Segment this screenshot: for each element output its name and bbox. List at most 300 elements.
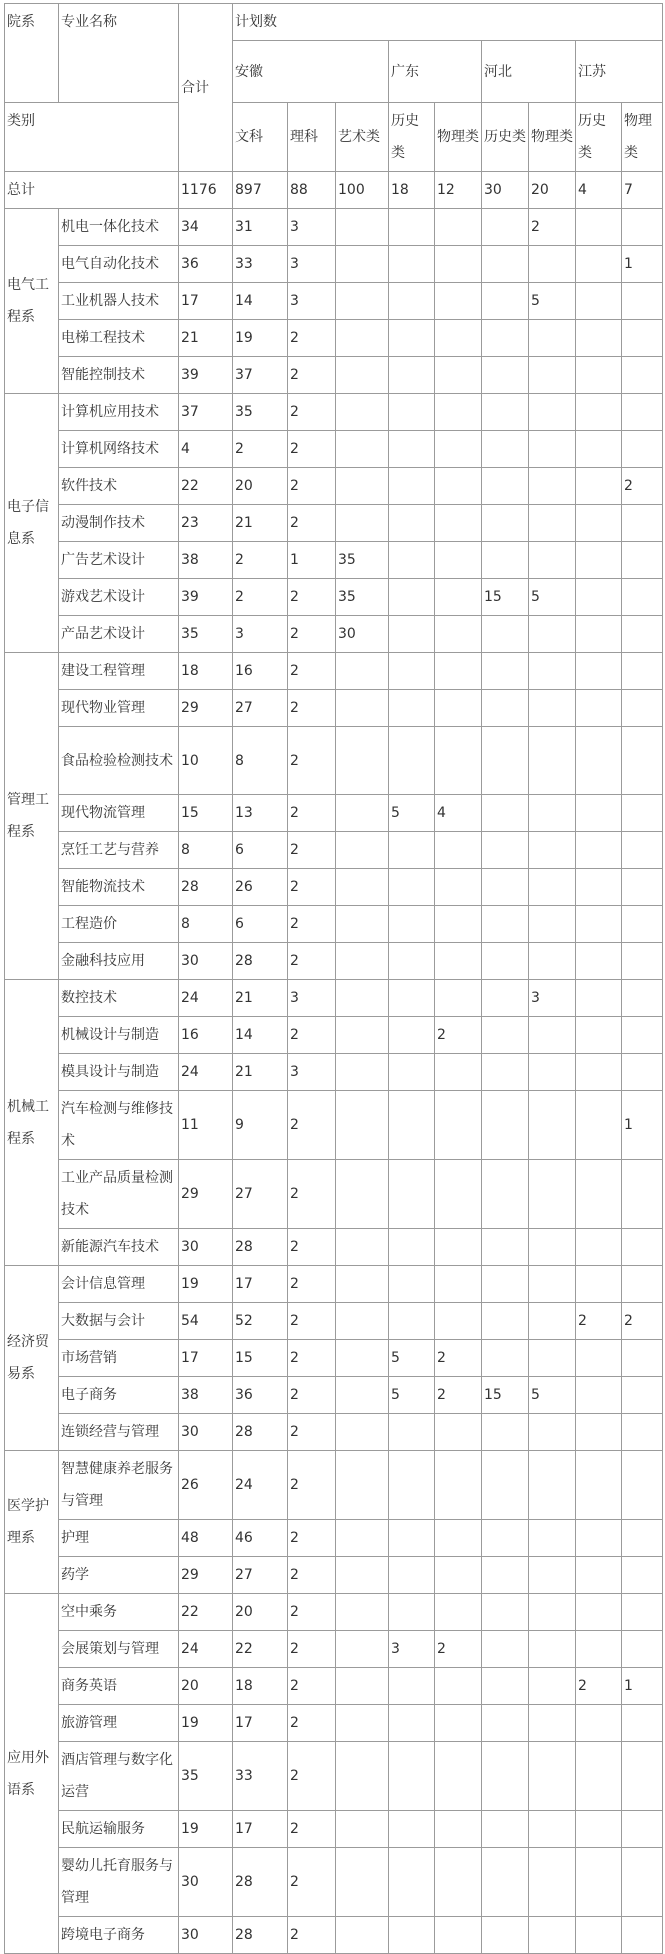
table-row bbox=[5, 1668, 663, 1705]
plan-count bbox=[529, 906, 576, 943]
header-plan: 计划数 bbox=[233, 4, 663, 41]
plan-count bbox=[622, 320, 663, 357]
major-name: 工业机器人技术 bbox=[59, 283, 179, 320]
table-row bbox=[5, 1017, 663, 1054]
plan-count: 2 bbox=[576, 1668, 622, 1705]
plan-count bbox=[576, 727, 622, 795]
row-total: 19 bbox=[179, 1705, 233, 1742]
plan-count bbox=[435, 209, 482, 246]
plan-count bbox=[482, 653, 529, 690]
plan-count bbox=[576, 394, 622, 431]
plan-count: 2 bbox=[288, 1594, 336, 1631]
plan-count: 2 bbox=[288, 869, 336, 906]
major-name: 会计信息管理 bbox=[59, 1266, 179, 1303]
major-name: 工业产品质量检测技术 bbox=[59, 1160, 179, 1229]
plan-count bbox=[529, 1160, 576, 1229]
plan-count bbox=[529, 1557, 576, 1594]
plan-count bbox=[336, 653, 389, 690]
plan-count bbox=[529, 542, 576, 579]
plan-count: 2 bbox=[288, 1160, 336, 1229]
major-name: 金融科技应用 bbox=[59, 943, 179, 980]
table-row bbox=[5, 869, 663, 906]
plan-count bbox=[435, 320, 482, 357]
header-subject: 历史类 bbox=[389, 103, 435, 172]
plan-count bbox=[622, 542, 663, 579]
major-name: 新能源汽车技术 bbox=[59, 1229, 179, 1266]
plan-count bbox=[622, 1377, 663, 1414]
row-total: 28 bbox=[179, 869, 233, 906]
plan-count bbox=[529, 616, 576, 653]
row-total: 37 bbox=[179, 394, 233, 431]
row-total: 38 bbox=[179, 542, 233, 579]
plan-count bbox=[576, 1017, 622, 1054]
major-name: 电梯工程技术 bbox=[59, 320, 179, 357]
plan-count bbox=[529, 1848, 576, 1917]
table-row bbox=[5, 505, 663, 542]
table-row bbox=[5, 394, 663, 431]
major-name: 游戏艺术设计 bbox=[59, 579, 179, 616]
plan-count bbox=[435, 1848, 482, 1917]
row-total: 30 bbox=[179, 1229, 233, 1266]
plan-count: 26 bbox=[233, 869, 288, 906]
plan-count bbox=[336, 1848, 389, 1917]
plan-count bbox=[435, 1520, 482, 1557]
plan-count bbox=[482, 1848, 529, 1917]
plan-count bbox=[389, 1520, 435, 1557]
table-row bbox=[5, 1594, 663, 1631]
table-row bbox=[5, 1303, 663, 1340]
plan-count: 2 bbox=[288, 727, 336, 795]
plan-count bbox=[336, 431, 389, 468]
department-name: 管理工程系 bbox=[5, 653, 59, 980]
plan-count bbox=[622, 1451, 663, 1520]
table-row bbox=[5, 1414, 663, 1451]
plan-count bbox=[435, 616, 482, 653]
major-name: 烹饪工艺与营养 bbox=[59, 832, 179, 869]
plan-count bbox=[482, 869, 529, 906]
plan-count: 6 bbox=[233, 832, 288, 869]
table-row bbox=[5, 795, 663, 832]
plan-count bbox=[529, 727, 576, 795]
major-name: 建设工程管理 bbox=[59, 653, 179, 690]
plan-count: 2 bbox=[288, 1017, 336, 1054]
row-total: 17 bbox=[179, 1340, 233, 1377]
plan-count bbox=[529, 394, 576, 431]
plan-count: 33 bbox=[233, 246, 288, 283]
row-total: 29 bbox=[179, 1160, 233, 1229]
table-row bbox=[5, 616, 663, 653]
plan-count bbox=[529, 1520, 576, 1557]
plan-count bbox=[482, 832, 529, 869]
plan-count bbox=[336, 1414, 389, 1451]
plan-count: 2 bbox=[435, 1377, 482, 1414]
plan-count bbox=[622, 394, 663, 431]
plan-count: 13 bbox=[233, 795, 288, 832]
plan-count bbox=[389, 283, 435, 320]
plan-count bbox=[576, 1340, 622, 1377]
plan-count: 2 bbox=[288, 1917, 336, 1954]
plan-count bbox=[576, 1631, 622, 1668]
plan-count bbox=[622, 1229, 663, 1266]
major-name: 连锁经营与管理 bbox=[59, 1414, 179, 1451]
plan-count: 2 bbox=[435, 1631, 482, 1668]
plan-count bbox=[389, 394, 435, 431]
plan-count: 5 bbox=[389, 795, 435, 832]
table-row bbox=[5, 468, 663, 505]
major-name: 商务英语 bbox=[59, 1668, 179, 1705]
plan-count bbox=[389, 542, 435, 579]
plan-count bbox=[576, 1520, 622, 1557]
plan-count bbox=[622, 869, 663, 906]
plan-count bbox=[336, 1631, 389, 1668]
plan-count bbox=[622, 1705, 663, 1742]
row-total: 48 bbox=[179, 1520, 233, 1557]
plan-count: 52 bbox=[233, 1303, 288, 1340]
plan-count bbox=[622, 357, 663, 394]
plan-count bbox=[576, 579, 622, 616]
plan-count: 8 bbox=[233, 727, 288, 795]
plan-count bbox=[622, 1340, 663, 1377]
plan-count bbox=[435, 1054, 482, 1091]
plan-count bbox=[336, 1594, 389, 1631]
header-subject: 历史类 bbox=[576, 103, 622, 172]
plan-count: 2 bbox=[288, 1414, 336, 1451]
plan-count: 30 bbox=[336, 616, 389, 653]
plan-count bbox=[576, 1054, 622, 1091]
plan-count bbox=[435, 1303, 482, 1340]
plan-count bbox=[435, 431, 482, 468]
row-total: 54 bbox=[179, 1303, 233, 1340]
plan-count bbox=[576, 542, 622, 579]
plan-count: 1 bbox=[622, 1091, 663, 1160]
major-name: 产品艺术设计 bbox=[59, 616, 179, 653]
plan-count: 17 bbox=[233, 1811, 288, 1848]
plan-count: 3 bbox=[233, 616, 288, 653]
plan-count bbox=[576, 1705, 622, 1742]
plan-count bbox=[435, 1557, 482, 1594]
plan-count bbox=[435, 906, 482, 943]
row-total: 38 bbox=[179, 1377, 233, 1414]
plan-count: 2 bbox=[233, 542, 288, 579]
plan-count bbox=[482, 1631, 529, 1668]
plan-count: 2 bbox=[288, 431, 336, 468]
plan-count bbox=[389, 1705, 435, 1742]
row-total: 19 bbox=[179, 1811, 233, 1848]
plan-count: 5 bbox=[389, 1377, 435, 1414]
plan-count: 20 bbox=[233, 1594, 288, 1631]
major-name: 食品检验检测技术 bbox=[59, 727, 179, 795]
plan-count bbox=[482, 505, 529, 542]
plan-count bbox=[529, 246, 576, 283]
summary-value: 7 bbox=[622, 172, 663, 209]
summary-value: 897 bbox=[233, 172, 288, 209]
plan-count bbox=[482, 1266, 529, 1303]
plan-count bbox=[336, 1742, 389, 1811]
plan-count: 2 bbox=[288, 1091, 336, 1160]
plan-count bbox=[482, 246, 529, 283]
department-name: 机械工程系 bbox=[5, 980, 59, 1266]
plan-count bbox=[435, 1594, 482, 1631]
plan-count: 2 bbox=[233, 579, 288, 616]
major-name: 电子商务 bbox=[59, 1377, 179, 1414]
plan-count bbox=[622, 727, 663, 795]
plan-count bbox=[389, 653, 435, 690]
plan-count bbox=[336, 209, 389, 246]
table-row bbox=[5, 1266, 663, 1303]
plan-count bbox=[576, 980, 622, 1017]
plan-count bbox=[529, 505, 576, 542]
plan-count bbox=[336, 690, 389, 727]
plan-count: 2 bbox=[288, 1848, 336, 1917]
plan-count bbox=[389, 1303, 435, 1340]
plan-count bbox=[435, 579, 482, 616]
plan-count bbox=[529, 1017, 576, 1054]
plan-count: 14 bbox=[233, 1017, 288, 1054]
plan-count bbox=[622, 1017, 663, 1054]
row-total: 39 bbox=[179, 357, 233, 394]
summary-value: 12 bbox=[435, 172, 482, 209]
row-total: 4 bbox=[179, 431, 233, 468]
plan-count: 2 bbox=[288, 505, 336, 542]
plan-count bbox=[622, 1266, 663, 1303]
plan-count bbox=[622, 431, 663, 468]
plan-count bbox=[529, 1303, 576, 1340]
plan-count: 35 bbox=[336, 542, 389, 579]
plan-count bbox=[576, 616, 622, 653]
plan-count bbox=[482, 1017, 529, 1054]
plan-count: 28 bbox=[233, 1414, 288, 1451]
plan-count bbox=[529, 1668, 576, 1705]
plan-count bbox=[336, 320, 389, 357]
row-total: 24 bbox=[179, 1631, 233, 1668]
plan-count bbox=[576, 1917, 622, 1954]
plan-count bbox=[482, 1668, 529, 1705]
plan-count: 3 bbox=[288, 1054, 336, 1091]
row-total: 26 bbox=[179, 1451, 233, 1520]
plan-count bbox=[576, 320, 622, 357]
row-total: 35 bbox=[179, 1742, 233, 1811]
plan-count bbox=[389, 832, 435, 869]
plan-count bbox=[622, 1414, 663, 1451]
plan-count: 2 bbox=[288, 1557, 336, 1594]
plan-count: 2 bbox=[529, 209, 576, 246]
plan-count bbox=[529, 690, 576, 727]
plan-count bbox=[622, 1917, 663, 1954]
plan-count bbox=[435, 1811, 482, 1848]
plan-count: 16 bbox=[233, 653, 288, 690]
plan-count: 2 bbox=[288, 394, 336, 431]
plan-count bbox=[576, 283, 622, 320]
plan-count: 15 bbox=[482, 579, 529, 616]
plan-count bbox=[482, 1229, 529, 1266]
plan-count: 37 bbox=[233, 357, 288, 394]
plan-count bbox=[389, 616, 435, 653]
table-row bbox=[5, 1848, 663, 1917]
plan-count bbox=[482, 431, 529, 468]
summary-value: 88 bbox=[288, 172, 336, 209]
plan-count: 2 bbox=[435, 1017, 482, 1054]
plan-count bbox=[482, 795, 529, 832]
header-college: 院系 bbox=[5, 4, 59, 103]
department-name: 经济贸易系 bbox=[5, 1266, 59, 1451]
plan-count bbox=[435, 653, 482, 690]
plan-count: 5 bbox=[529, 579, 576, 616]
table-row bbox=[5, 653, 663, 690]
plan-count bbox=[576, 209, 622, 246]
plan-count bbox=[389, 906, 435, 943]
row-total: 29 bbox=[179, 690, 233, 727]
table-row bbox=[5, 832, 663, 869]
plan-count bbox=[576, 690, 622, 727]
plan-count: 2 bbox=[233, 431, 288, 468]
major-name: 机电一体化技术 bbox=[59, 209, 179, 246]
plan-count bbox=[336, 832, 389, 869]
plan-count bbox=[336, 1303, 389, 1340]
plan-count bbox=[529, 653, 576, 690]
plan-count bbox=[482, 1160, 529, 1229]
plan-count: 5 bbox=[529, 1377, 576, 1414]
plan-count bbox=[389, 1594, 435, 1631]
plan-count bbox=[389, 1451, 435, 1520]
plan-count: 2 bbox=[288, 1340, 336, 1377]
table-row bbox=[5, 357, 663, 394]
plan-count: 27 bbox=[233, 1160, 288, 1229]
plan-count bbox=[529, 468, 576, 505]
plan-count: 17 bbox=[233, 1705, 288, 1742]
plan-count bbox=[336, 394, 389, 431]
plan-count bbox=[529, 1266, 576, 1303]
row-total: 20 bbox=[179, 1668, 233, 1705]
plan-count bbox=[389, 1917, 435, 1954]
plan-count bbox=[622, 690, 663, 727]
plan-count bbox=[622, 906, 663, 943]
plan-count bbox=[529, 1917, 576, 1954]
plan-count: 36 bbox=[233, 1377, 288, 1414]
plan-count bbox=[336, 283, 389, 320]
plan-count bbox=[529, 1054, 576, 1091]
plan-count bbox=[336, 1668, 389, 1705]
plan-count bbox=[435, 1229, 482, 1266]
plan-count bbox=[435, 468, 482, 505]
plan-count bbox=[576, 795, 622, 832]
row-total: 24 bbox=[179, 1054, 233, 1091]
summary-value: 4 bbox=[576, 172, 622, 209]
row-total: 22 bbox=[179, 468, 233, 505]
plan-count: 17 bbox=[233, 1266, 288, 1303]
plan-count bbox=[482, 1054, 529, 1091]
plan-count: 2 bbox=[288, 795, 336, 832]
plan-count bbox=[529, 357, 576, 394]
plan-count: 2 bbox=[622, 468, 663, 505]
plan-count: 2 bbox=[288, 1303, 336, 1340]
plan-count bbox=[482, 943, 529, 980]
plan-count bbox=[482, 1091, 529, 1160]
plan-count bbox=[389, 246, 435, 283]
plan-count bbox=[622, 1848, 663, 1917]
plan-count bbox=[529, 869, 576, 906]
plan-count bbox=[389, 505, 435, 542]
plan-count bbox=[482, 283, 529, 320]
plan-count: 21 bbox=[233, 980, 288, 1017]
table-row bbox=[5, 1705, 663, 1742]
plan-count bbox=[435, 1160, 482, 1229]
plan-count bbox=[336, 906, 389, 943]
plan-count: 28 bbox=[233, 1229, 288, 1266]
plan-count bbox=[389, 320, 435, 357]
plan-count bbox=[622, 1631, 663, 1668]
plan-count bbox=[336, 468, 389, 505]
plan-count: 2 bbox=[288, 1811, 336, 1848]
row-total: 34 bbox=[179, 209, 233, 246]
table-row bbox=[5, 1377, 663, 1414]
plan-count: 3 bbox=[288, 246, 336, 283]
plan-count bbox=[576, 1451, 622, 1520]
header-province-anhui: 安徽 bbox=[233, 41, 389, 103]
plan-count bbox=[622, 1811, 663, 1848]
plan-count bbox=[389, 1160, 435, 1229]
major-name: 智能物流技术 bbox=[59, 869, 179, 906]
plan-count bbox=[435, 690, 482, 727]
table-row bbox=[5, 1631, 663, 1668]
table-row bbox=[5, 1160, 663, 1229]
plan-count bbox=[389, 1229, 435, 1266]
major-name: 计算机应用技术 bbox=[59, 394, 179, 431]
major-name: 智慧健康养老服务与管理 bbox=[59, 1451, 179, 1520]
major-name: 模具设计与制造 bbox=[59, 1054, 179, 1091]
plan-count: 6 bbox=[233, 906, 288, 943]
plan-count: 2 bbox=[288, 943, 336, 980]
plan-count bbox=[389, 1557, 435, 1594]
plan-count bbox=[622, 1160, 663, 1229]
plan-count: 3 bbox=[389, 1631, 435, 1668]
summary-value: 1176 bbox=[179, 172, 233, 209]
plan-count: 9 bbox=[233, 1091, 288, 1160]
plan-count bbox=[435, 1917, 482, 1954]
plan-count bbox=[482, 320, 529, 357]
department-name: 应用外语系 bbox=[5, 1594, 59, 1954]
plan-count bbox=[482, 1594, 529, 1631]
row-total: 22 bbox=[179, 1594, 233, 1631]
table-row bbox=[5, 943, 663, 980]
plan-count: 3 bbox=[288, 209, 336, 246]
row-total: 21 bbox=[179, 320, 233, 357]
plan-count bbox=[576, 505, 622, 542]
plan-count bbox=[336, 1557, 389, 1594]
plan-count bbox=[576, 1229, 622, 1266]
plan-count bbox=[389, 869, 435, 906]
plan-count bbox=[482, 1451, 529, 1520]
table-row bbox=[5, 283, 663, 320]
plan-count bbox=[389, 209, 435, 246]
plan-count bbox=[435, 283, 482, 320]
plan-count: 15 bbox=[482, 1377, 529, 1414]
table-row bbox=[5, 980, 663, 1017]
major-name: 数控技术 bbox=[59, 980, 179, 1017]
plan-count: 3 bbox=[288, 283, 336, 320]
plan-count bbox=[336, 1340, 389, 1377]
row-total: 16 bbox=[179, 1017, 233, 1054]
plan-count: 27 bbox=[233, 690, 288, 727]
plan-count bbox=[435, 1451, 482, 1520]
plan-count bbox=[576, 1811, 622, 1848]
plan-count bbox=[389, 579, 435, 616]
row-total: 35 bbox=[179, 616, 233, 653]
plan-count bbox=[622, 505, 663, 542]
major-name: 现代物流管理 bbox=[59, 795, 179, 832]
plan-count: 31 bbox=[233, 209, 288, 246]
plan-count bbox=[482, 906, 529, 943]
major-name: 护理 bbox=[59, 1520, 179, 1557]
